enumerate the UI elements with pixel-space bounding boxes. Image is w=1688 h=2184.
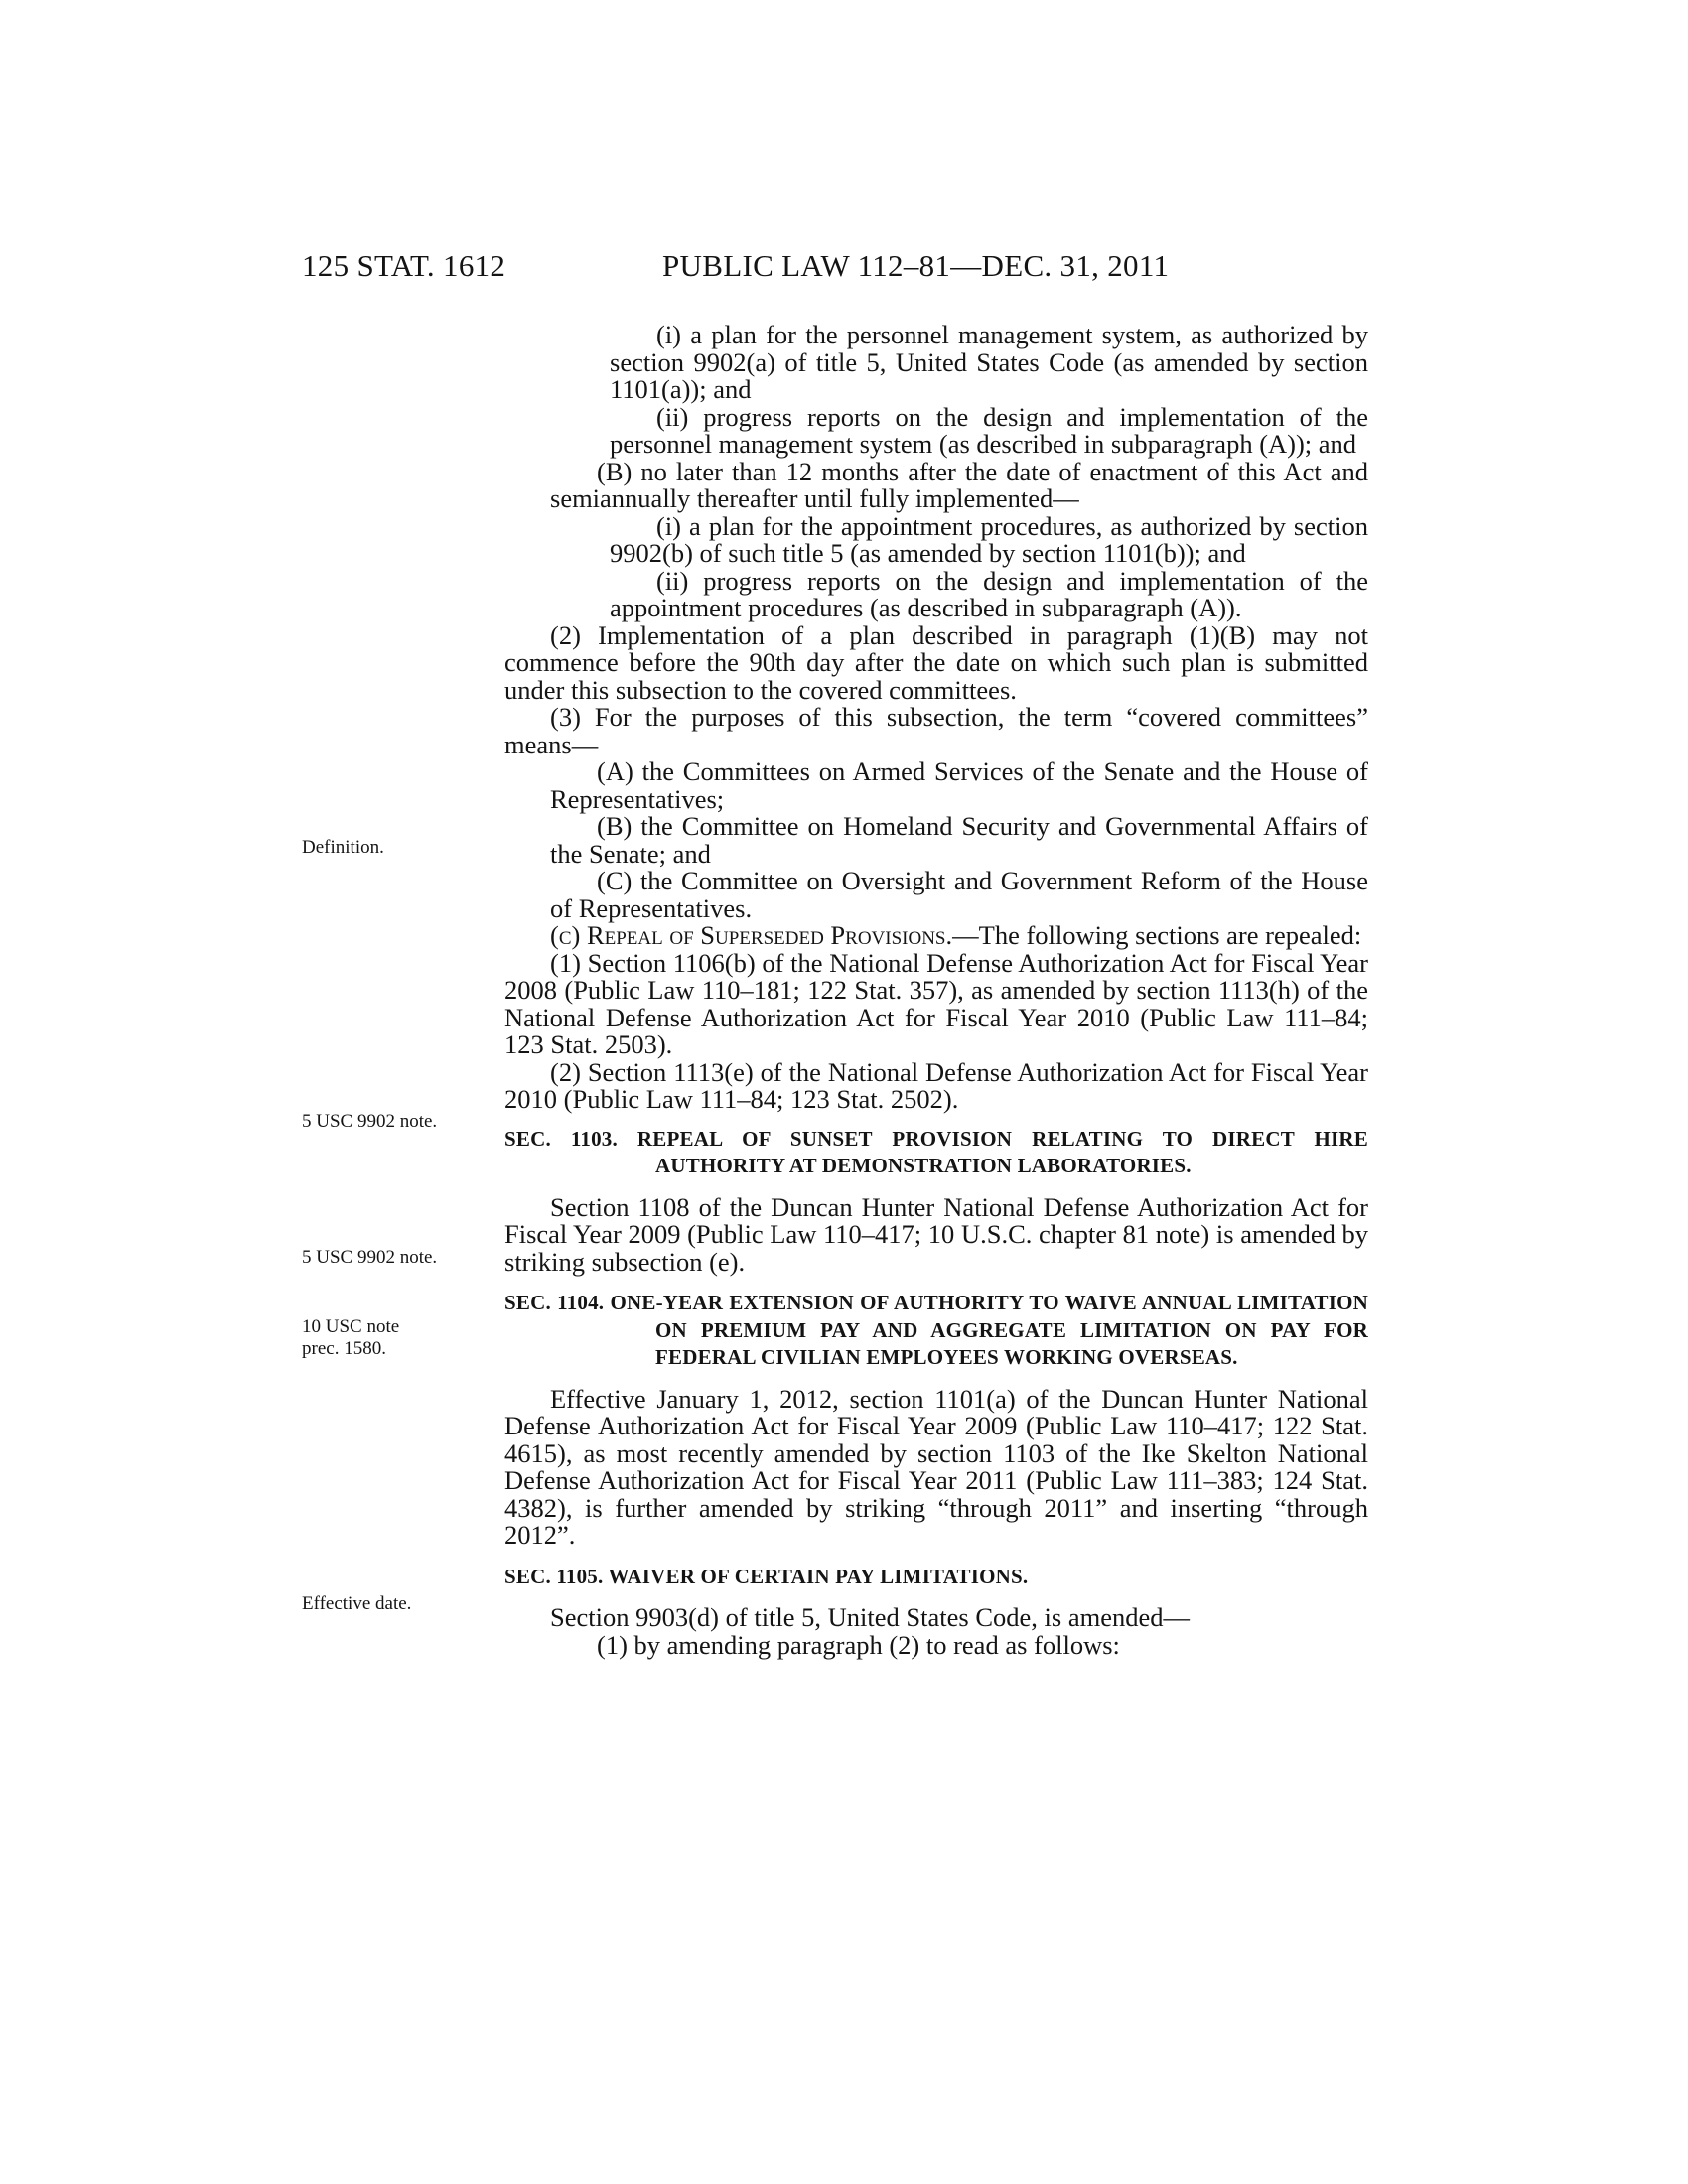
paragraph: (1) by amending paragraph (2) to read as follows:: [597, 1629, 1120, 1660]
subsection-heading: (c) Repeal of Superseded Provisions.: [550, 920, 953, 950]
margin-note-line: prec. 1580.: [302, 1338, 386, 1359]
section-text: Section 1108 of the Duncan Hunter National Defense Authorization Act for Fiscal Year 2009 (Public Law 110–417; 10 U.S.C. chapter 81 note) is amended by striking subsection (e).: [504, 1191, 1368, 1277]
paragraph: (2) Section 1113(e) of the National Defense Authorization Act for Fiscal Year 2010 (Public Law 111–84; 123 Stat. 2502).: [504, 1056, 1368, 1114]
section-heading: SEC. 1105. WAIVER OF CERTAIN PAY LIMITATIONS.: [504, 1564, 1029, 1588]
clause: (ii) progress reports on the design and implementation of the personnel management system (as described in subparagraph (A)); and: [610, 401, 1368, 459]
subparagraph: (C) the Committee on Oversight and Government Reform of the House of Representatives.: [550, 866, 1368, 923]
section-text: Section 9903(d) of title 5, United States Code, is amended—: [550, 1602, 1190, 1632]
clause: (i) a plan for the personnel management system, as authorized by section 9902(a) of title 5, United States Code (as amended by section 1101(a)); and: [610, 320, 1368, 404]
section-heading: SEC. 1104. ONE-YEAR EXTENSION OF AUTHORITY TO WAIVE ANNUAL LIMITATION ON PREMIUM PAY AND AGGREGATE LIMITATION ON PAY FOR FEDERAL CIVILIAN EMPLOYEES WORKING OVERSEAS.: [504, 1291, 1368, 1369]
margin-note-line: 10 USC note: [302, 1316, 400, 1337]
margin-note-effective-date: Effective date.: [302, 1593, 412, 1614]
margin-note-definition: Definition.: [302, 837, 384, 858]
subsection-c: [504, 922, 1368, 950]
clause: (i) a plan for the appointment procedures, as authorized by section 9902(b) of such title 5 (as amended by section 1101(b)); and: [610, 510, 1368, 568]
section-text: Effective January 1, 2012, section 1101(a) of the Duncan Hunter National Defense Authorization Act for Fiscal Year 2009 (Public Law 110–417; 122 Stat. 4615), as most recently amended by section 1103 of the Ike Skelton National Defense Authorization Act for Fiscal Year 2011 (Public Law 111–383; 124 Stat. 4382), is further amended by striking “through 2011” and inserting “through 2012”.: [504, 1383, 1368, 1550]
paragraph: (2) Implementation of a plan described in paragraph (1)(B) may not commence before the 90th day after the date on which such plan is submitted under this subsection to the covered committees.: [504, 619, 1368, 705]
page-header: [0, 248, 1688, 288]
subsection-text: —The following sections are repealed:: [952, 920, 1362, 950]
paragraph: (3) For the purposes of this subsection, the term “covered committees” means—: [504, 702, 1368, 759]
subparagraph: (A) the Committees on Armed Services of the Senate and the House of Representatives;: [550, 756, 1368, 814]
section-heading: SEC. 1103. REPEAL OF SUNSET PROVISION RELATING TO DIRECT HIRE AUTHORITY AT DEMONSTRATION LABORATORIES.: [504, 1126, 1368, 1177]
margin-note-usc-10: [302, 1316, 471, 1360]
clause: (ii) progress reports on the design and implementation of the appointment procedures (as described in subparagraph (A)).: [610, 565, 1368, 622]
subparagraph: (B) the Committee on Homeland Security and Governmental Affairs of the Senate; and: [550, 811, 1368, 869]
subparagraph: (B) no later than 12 months after the date of enactment of this Act and semiannually thereafter until fully implemented—: [550, 456, 1368, 513]
page-number: 125 STAT. 1612: [302, 248, 506, 283]
law-title: PUBLIC LAW 112–81—DEC. 31, 2011: [662, 248, 1170, 283]
body-text: [504, 322, 1368, 1659]
margin-note-usc: 5 USC 9902 note.: [302, 1111, 438, 1132]
paragraph: (1) Section 1106(b) of the National Defense Authorization Act for Fiscal Year 2008 (Public Law 110–181; 122 Stat. 357), as amended by section 1113(h) of the National Defense Authorization Act for Fiscal Year 2010 (Public Law 111–84; 123 Stat. 2503).: [504, 947, 1368, 1059]
margin-note-usc: 5 USC 9902 note.: [302, 1247, 438, 1268]
